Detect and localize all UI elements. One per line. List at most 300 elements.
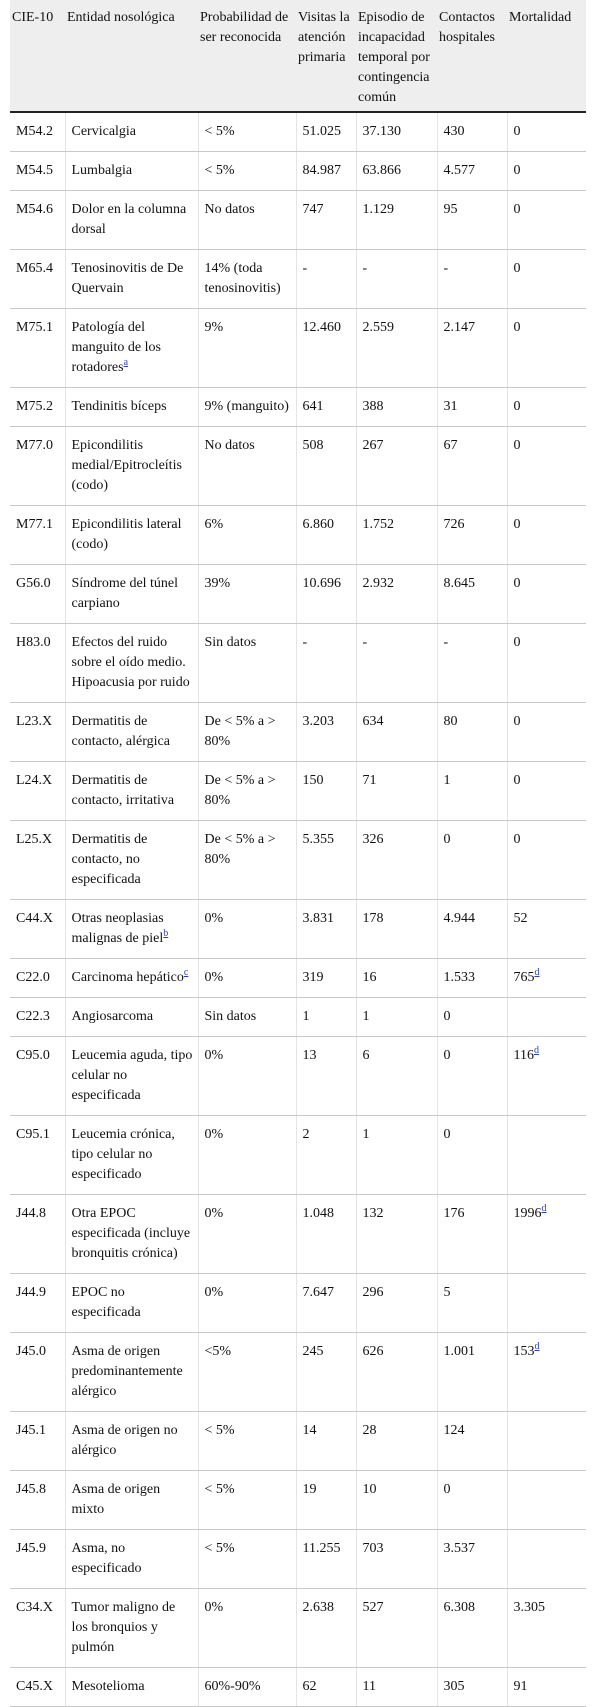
cell-entity [65,1037,198,1116]
cell-hospital-text: 80 [443,714,458,729]
cell-entity [65,1274,198,1333]
cell-hospital-text: 1.001 [443,1344,475,1359]
cell-code-text: C95.1 [16,1127,50,1142]
cell-mortality-text: 0 [513,124,521,139]
cell-mortality [507,250,586,309]
cell-entity [65,1589,198,1668]
cell-hospital-text: 124 [443,1423,465,1438]
cell-visits [296,309,356,388]
cell-entity [65,112,198,152]
cell-entity-text: Carcinoma hepático [71,970,184,985]
cell-mortality [507,1668,586,1707]
cell-visits [296,250,356,309]
cell-visits [296,191,356,250]
cell-episodes [356,506,437,565]
cell-visits [296,1412,356,1471]
cell-code-text: G56.0 [16,576,51,591]
cell-mortality [507,1412,586,1471]
data-table [10,0,586,1707]
cell-probability-text: Sin datos [204,635,257,650]
cell-visits-text: 51.025 [302,124,341,139]
cell-entity [65,1530,198,1589]
cell-code [10,565,65,624]
cell-visits [296,388,356,427]
cell-mortality [507,506,586,565]
cell-code [10,1412,65,1471]
cell-episodes-text: 6 [362,1048,370,1063]
cell-hospital-text: 0 [443,1009,451,1024]
cell-visits-text: 12.460 [302,320,341,335]
cell-hospital-text: 6.308 [443,1600,475,1615]
cell-mortality [507,1589,586,1668]
cell-episodes-text: 1 [362,1127,370,1142]
cell-entity-text: Epicondilitis lateral (codo) [71,517,182,552]
cell-entity [65,1668,198,1707]
cell-mortality [507,1116,586,1195]
cell-probability-text: De < 5% a > 80% [204,714,276,749]
cell-episodes-text: - [362,261,368,276]
cell-code [10,762,65,821]
table-row [10,1668,586,1707]
cell-code [10,1274,65,1333]
cell-mortality [507,427,586,506]
cell-mortality-text: 0 [513,773,521,788]
cell-episodes [356,703,437,762]
table-row [10,703,586,762]
cell-code-text: J45.0 [16,1344,46,1359]
cell-episodes-text: 1 [362,1009,370,1024]
column-header-episodes: Episodio de incapacidad temporal por contingencia común [356,0,437,112]
cell-episodes-text: - [362,635,368,650]
cell-episodes [356,1037,437,1116]
cell-entity [65,191,198,250]
cell-code-text: C34.X [16,1600,53,1615]
cell-code [10,152,65,191]
cell-visits [296,624,356,703]
cell-episodes-text: 71 [362,773,377,788]
table-row [10,506,586,565]
cell-episodes-text: 16 [362,970,377,985]
table-row [10,1116,586,1195]
cell-probability [198,1333,296,1412]
cell-probability-text: Sin datos [204,1009,257,1024]
cell-probability-text: 0% [204,970,224,985]
cell-hospital [437,191,507,250]
cell-code [10,998,65,1037]
cell-mortality-text: 116 [513,1048,534,1063]
cell-code [10,1116,65,1195]
cell-code [10,1589,65,1668]
table-row [10,1195,586,1274]
cell-hospital [437,250,507,309]
cell-entity-text: Asma, no especificado [71,1541,142,1576]
cell-code-text: M54.5 [16,163,53,178]
cell-code [10,506,65,565]
cell-entity-text: Síndrome del túnel carpiano [71,576,179,611]
cell-entity [65,703,198,762]
cell-visits-text: 245 [302,1344,324,1359]
cell-mortality-text: 0 [513,714,521,729]
cell-visits-text: 641 [302,399,324,414]
cell-mortality-text: 52 [513,911,528,926]
cell-code [10,1530,65,1589]
table-row [10,1333,586,1412]
cell-episodes-text: 326 [362,832,384,847]
cell-entity [65,998,198,1037]
cell-mortality [507,998,586,1037]
cell-entity [65,565,198,624]
cell-hospital [437,1037,507,1116]
cell-mortality [507,624,586,703]
cell-code-text: M54.2 [16,124,53,139]
cell-entity-text: Leucemia crónica, tipo celular no especificado [71,1127,175,1182]
cell-code [10,959,65,998]
cell-probability [198,506,296,565]
cell-episodes [356,565,437,624]
cell-mortality [507,1274,586,1333]
cell-episodes-text: 132 [362,1206,384,1221]
cell-code-text: M77.1 [16,517,53,532]
cell-hospital-text: 3.537 [443,1541,475,1556]
cell-code-text: C44.X [16,911,53,926]
cell-visits [296,703,356,762]
column-header-mortality: Mortalidad [507,0,586,112]
cell-hospital-text: - [443,635,449,650]
cell-mortality [507,959,586,998]
cell-hospital [437,1668,507,1707]
cell-probability [198,821,296,900]
cell-probability [198,762,296,821]
cell-visits-text: 10.696 [302,576,341,591]
cell-mortality [507,1333,586,1412]
table-row [10,191,586,250]
cell-probability-text: < 5% [204,124,235,139]
cell-hospital [437,506,507,565]
cell-probability-text: 9% (manguito) [204,399,289,414]
cell-probability [198,112,296,152]
cell-probability [198,1195,296,1274]
cell-visits-text: 84.987 [302,163,341,178]
cell-hospital-text: 4.944 [443,911,475,926]
cell-probability [198,1668,296,1707]
cell-hospital-text: 4.577 [443,163,475,178]
cell-probability [198,959,296,998]
cell-episodes [356,900,437,959]
cell-entity [65,1471,198,1530]
cell-episodes-text: 1.752 [362,517,394,532]
cell-episodes [356,388,437,427]
cell-episodes [356,1471,437,1530]
cell-code-text: M75.2 [16,399,53,414]
cell-code-text: M75.1 [16,320,53,335]
cell-hospital [437,998,507,1037]
cell-episodes-text: 37.130 [362,124,401,139]
cell-episodes-text: 267 [362,438,384,453]
cell-visits-text: 2 [302,1127,310,1142]
cell-hospital [437,309,507,388]
footnote-link[interactable]: d [533,1045,539,1057]
cell-code [10,191,65,250]
cell-visits-text: 7.647 [302,1285,334,1300]
cell-hospital [437,900,507,959]
table-row [10,821,586,900]
cell-mortality [507,703,586,762]
cell-probability-text: 14% (toda tenosinovitis) [204,261,281,296]
cell-mortality-text: 0 [513,399,521,414]
cell-probability [198,1530,296,1589]
cell-entity-text: Asma de origen no alérgico [71,1423,178,1458]
cell-visits-text: 150 [302,773,324,788]
cell-visits-text: 5.355 [302,832,334,847]
cell-entity [65,821,198,900]
cell-episodes-text: 703 [362,1541,384,1556]
cell-hospital [437,152,507,191]
cell-entity-text: Lumbalgia [71,163,133,178]
cell-hospital [437,388,507,427]
cell-episodes [356,152,437,191]
cell-mortality [507,762,586,821]
table-row [10,900,586,959]
cell-entity-text: Cervicalgia [71,124,137,139]
cell-entity-text: Tenosinovitis de De Quervain [71,261,184,296]
table-row [10,152,586,191]
cell-code-text: M65.4 [16,261,53,276]
cell-hospital [437,959,507,998]
cell-entity-text: Leucemia aguda, tipo celular no especificada [71,1048,193,1103]
cell-mortality [507,152,586,191]
cell-mortality-text: 1996 [513,1206,542,1221]
table-row [10,388,586,427]
cell-mortality [507,900,586,959]
cell-mortality [507,309,586,388]
cell-code-text: M54.6 [16,202,53,217]
cell-hospital [437,821,507,900]
cell-visits [296,1589,356,1668]
cell-visits [296,1333,356,1412]
cell-hospital-text: 67 [443,438,458,453]
table-row [10,309,586,388]
table-row [10,624,586,703]
cell-episodes-text: 388 [362,399,384,414]
cell-hospital-text: 31 [443,399,458,414]
column-header-visits: Visitas la atención primaria [296,0,356,112]
cell-episodes-text: 10 [362,1482,377,1497]
cell-visits [296,1668,356,1707]
cell-code [10,1037,65,1116]
cell-hospital [437,703,507,762]
cell-hospital [437,1471,507,1530]
cell-mortality-text: 91 [513,1679,528,1694]
cell-hospital-text: 430 [443,124,465,139]
cell-probability-text: 0% [204,1285,224,1300]
cell-hospital [437,565,507,624]
cell-episodes [356,1274,437,1333]
cell-probability [198,1471,296,1530]
cell-hospital-text: 0 [443,1127,451,1142]
cell-visits [296,821,356,900]
cell-code [10,427,65,506]
cell-episodes-text: 2.559 [362,320,394,335]
table-row [10,1471,586,1530]
cell-visits-text: 11.255 [302,1541,341,1556]
column-header-hospital: Contactos hospitales [437,0,507,112]
cell-entity-text: Asma de origen predominantemente alérgico [71,1344,183,1399]
cell-probability [198,427,296,506]
cell-visits-text: 62 [302,1679,317,1694]
cell-mortality-text: 153 [513,1344,535,1359]
cell-entity [65,250,198,309]
cell-episodes [356,250,437,309]
cell-hospital-text: 5 [443,1285,451,1300]
table-row [10,250,586,309]
table-row [10,112,586,152]
cell-code [10,703,65,762]
cell-probability-text: 39% [204,576,231,591]
cell-hospital-text: 1.533 [443,970,475,985]
cell-hospital-text: - [443,261,449,276]
cell-entity-text: Epicondilitis medial/Epitrocleítis (codo) [71,438,182,493]
cell-entity-text: Angiosarcoma [71,1009,154,1024]
cell-visits-text: 319 [302,970,324,985]
cell-probability-text: 6% [204,517,224,532]
cell-mortality-text: 0 [513,261,521,276]
cell-episodes-text: 634 [362,714,384,729]
cell-episodes [356,998,437,1037]
cell-visits-text: 6.860 [302,517,334,532]
cell-episodes [356,959,437,998]
cell-probability [198,1274,296,1333]
cell-entity [65,959,198,998]
cell-episodes-text: 2.932 [362,576,394,591]
cell-entity [65,900,198,959]
cell-probability [198,998,296,1037]
cell-mortality-text: 0 [513,576,521,591]
cell-mortality-text: 0 [513,635,521,650]
table-header-row [10,0,586,112]
cell-hospital-text: 2.147 [443,320,475,335]
column-header-probability: Probabilidad de ser reconocida [198,0,296,112]
cell-code-text: J45.1 [16,1423,46,1438]
cell-code-text: L25.X [16,832,53,847]
cell-code [10,112,65,152]
cell-code-text: C45.X [16,1679,53,1694]
footnote-link[interactable]: a [123,357,129,369]
table-row [10,1589,586,1668]
cell-entity-text: Dermatitis de contacto, irritativa [71,773,175,808]
cell-code-text: L24.X [16,773,53,788]
cell-visits [296,762,356,821]
table-row [10,959,586,998]
cell-visits-text: 747 [302,202,324,217]
cell-code [10,388,65,427]
cell-mortality [507,1530,586,1589]
cell-entity [65,152,198,191]
cell-hospital [437,1195,507,1274]
cell-probability [198,1589,296,1668]
cell-probability-text: 60%-90% [204,1679,261,1694]
cell-hospital [437,1116,507,1195]
cell-probability [198,1412,296,1471]
cell-probability-text: De < 5% a > 80% [204,832,276,867]
cell-probability-text: No datos [204,438,255,453]
cell-code [10,309,65,388]
cell-mortality-text: 0 [513,163,521,178]
cell-visits-text: 1 [302,1009,310,1024]
cell-mortality [507,565,586,624]
cell-hospital [437,1530,507,1589]
cell-hospital-text: 0 [443,1482,451,1497]
cell-episodes [356,1412,437,1471]
cell-hospital [437,1412,507,1471]
cell-probability [198,250,296,309]
cell-hospital [437,112,507,152]
cell-probability [198,152,296,191]
cell-visits [296,427,356,506]
cell-visits [296,152,356,191]
cell-code [10,900,65,959]
cell-code-text: J44.9 [16,1285,46,1300]
cell-entity-text: EPOC no especificada [71,1285,141,1320]
cell-visits-text: - [302,635,308,650]
cell-hospital [437,762,507,821]
cell-hospital [437,1274,507,1333]
column-header-code: CIE-10 [10,0,65,112]
cell-code-text: J45.9 [16,1541,46,1556]
cell-hospital-text: 176 [443,1206,465,1221]
cell-entity-text: Dermatitis de contacto, alérgica [71,714,170,749]
footnote-link[interactable]: d [534,1341,540,1353]
cell-mortality [507,388,586,427]
cell-visits [296,1274,356,1333]
cell-episodes-text: 178 [362,911,384,926]
cell-visits-text: 508 [302,438,324,453]
cell-entity-text: Tendinitis bíceps [71,399,167,414]
cell-hospital-text: 726 [443,517,465,532]
footnote-link[interactable]: c [183,967,189,979]
cell-entity [65,388,198,427]
cell-hospital-text: 95 [443,202,458,217]
cell-mortality [507,191,586,250]
cell-episodes [356,624,437,703]
cell-episodes [356,427,437,506]
cell-probability-text: <5% [204,1344,232,1359]
cell-visits [296,900,356,959]
cell-code-text: H83.0 [16,635,51,650]
cell-probability-text: 0% [204,1048,224,1063]
cell-visits-text: 14 [302,1423,317,1438]
table-row [10,1274,586,1333]
cell-entity [65,1412,198,1471]
footnote-link[interactable]: d [534,967,540,979]
cell-entity [65,624,198,703]
cell-entity-text: Otras neoplasias malignas de piel [71,911,164,946]
cell-code [10,1333,65,1412]
cell-probability [198,309,296,388]
cell-mortality [507,1471,586,1530]
cell-episodes [356,309,437,388]
cell-episodes-text: 626 [362,1344,384,1359]
cell-episodes-text: 11 [362,1679,376,1694]
cell-code [10,250,65,309]
cell-visits [296,959,356,998]
footnote-link[interactable]: d [541,1203,547,1215]
cell-probability-text: 0% [204,1600,224,1615]
cell-visits [296,1195,356,1274]
cell-mortality-text: 765 [513,970,535,985]
cell-probability [198,703,296,762]
cell-probability [198,1037,296,1116]
footnote-link[interactable]: b [163,928,169,940]
